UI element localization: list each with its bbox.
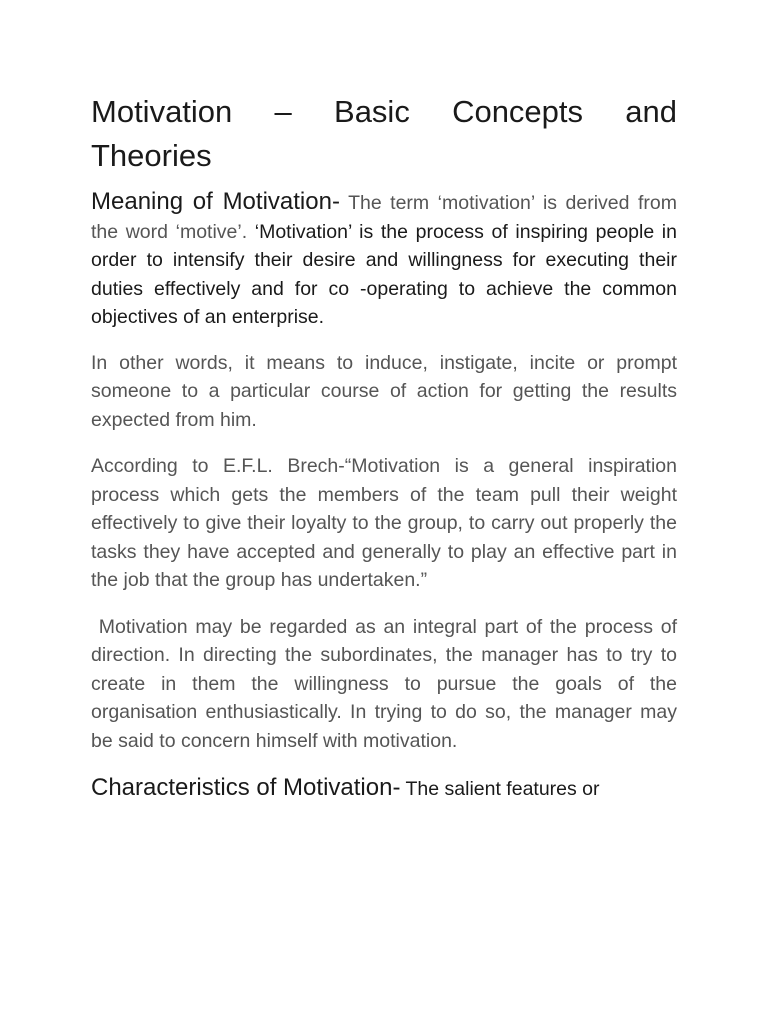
meaning-heading: Meaning of Motivation-	[91, 188, 340, 215]
characteristics-lead-text: The salient features or	[400, 778, 600, 800]
title-line-1: Motivation – Basic Concepts and	[91, 94, 677, 129]
characteristics-paragraph	[91, 774, 677, 804]
other-words-paragraph: In other words, it means to induce, instigate, incite or prompt someone to a particular course of action for getting the results expected from him.	[91, 351, 677, 431]
meaning-body-text: ‘Motivation’ is the process of inspiring people in order to intensify their desire and willingness for executing their duties effectively and for co -operating to achieve the common objectives of an enterprise.	[91, 220, 677, 328]
page-title	[91, 90, 677, 178]
meaning-paragraph	[91, 188, 677, 332]
document-page	[91, 90, 677, 804]
direction-paragraph: Motivation may be regarded as an integral part of the process of direction. In directing the subordinates, the manager has to try to create in them the willingness to pursue the goals of the organisation enthusiastically. In trying to do so, the manager may be said to concern himself with motivation.	[91, 615, 677, 752]
brech-definition-paragraph: According to E.F.L. Brech-“Motivation is a general inspiration process which gets the members of the team pull their weight effectively to give their loyalty to the group, to carry out properly the tasks they have accepted and generally to play an effective part in the job that the group has undertaken.”	[91, 455, 677, 591]
title-line-2: Theories	[91, 138, 212, 173]
characteristics-heading: Characteristics of Motivation-	[91, 774, 401, 801]
meaning-lead-text: The term ‘motivation’ is derived from the word ‘motive’.	[91, 192, 677, 243]
